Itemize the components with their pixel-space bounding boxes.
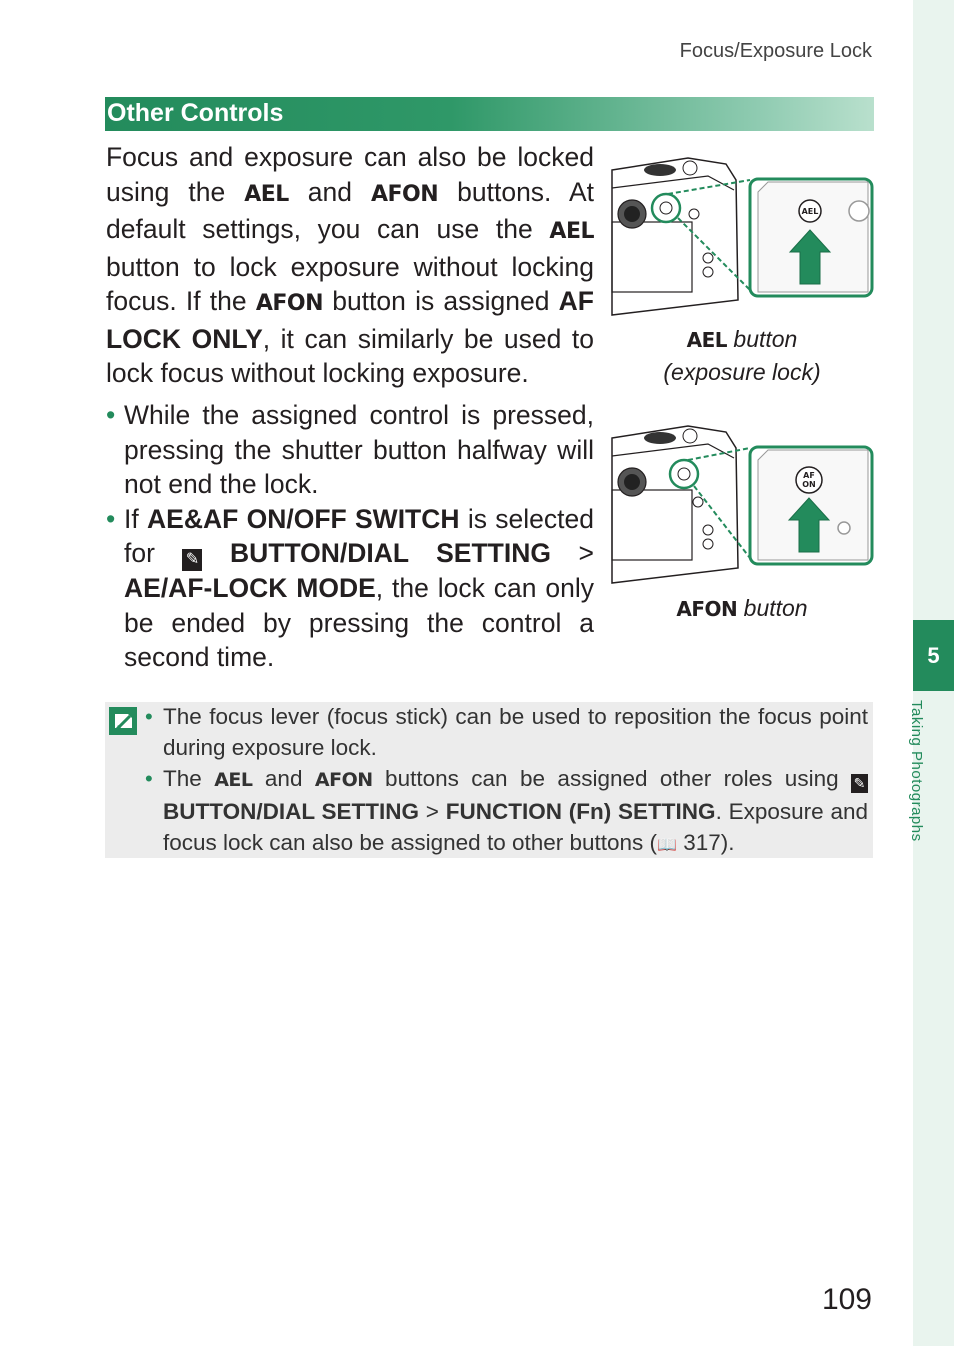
note-text: The focus lever (focus stick) can be used to reposition the focus point during exposure lock. (163, 704, 868, 760)
bullet-text: is selected for (124, 503, 594, 568)
list-item (106, 398, 594, 502)
list-item (106, 502, 594, 675)
list-item (145, 763, 868, 861)
note-text: The (163, 766, 215, 791)
section-header-bar (105, 97, 874, 131)
wrench-icon: ✎ (182, 549, 202, 571)
bullet-text: , the lock can only be ended by pressing the control a second time. (124, 573, 595, 672)
note-box (105, 702, 873, 858)
chapter-title (908, 700, 948, 900)
bullet-dot: • (106, 503, 116, 534)
page-reference[interactable]: 317). (676, 830, 735, 855)
caption-text: button (737, 595, 808, 621)
section-title: Other Controls (107, 99, 284, 127)
camera-afon-illustration (608, 418, 876, 588)
note-text: . Exposure and focus lock can also be assigned to other buttons ( (163, 799, 869, 855)
afon-keyword: AFON (676, 597, 738, 621)
ael-keyword: AEL (214, 769, 253, 791)
button-dial-setting: BUTTON/DIAL SETTING (163, 799, 419, 824)
afon-keyword: AFON (255, 291, 324, 316)
ael-caption (608, 323, 876, 388)
note-list (145, 701, 868, 861)
afon-button-label-1: AF (803, 471, 815, 480)
bullet-dot: • (145, 704, 153, 729)
caption-text: button (727, 326, 798, 352)
ae-af-lock-mode-setting: AE/AF-LOCK MODE (124, 573, 376, 603)
bullet-dot: • (106, 400, 116, 430)
bullet-text: While the assigned control is pressed, pressing the shutter button halfway will not end the lock. (124, 400, 594, 499)
running-head: Focus/Exposure Lock (679, 40, 872, 62)
bullet-dot: • (145, 766, 153, 791)
button-dial-setting: BUTTON/DIAL SETTING (229, 538, 551, 568)
note-text: buttons can be assigned other roles using (372, 766, 852, 791)
function-fn-setting: FUNCTION (Fn) SETTING (445, 799, 716, 824)
ael-keyword: AEL (549, 219, 594, 244)
menu-separator: > (418, 799, 446, 824)
list-item (145, 701, 868, 763)
book-icon: 📖 (657, 837, 677, 854)
intro-text-2: and (288, 176, 371, 207)
chapter-number: 5 (927, 642, 940, 668)
intro-text-1: Focus and exposure can also be locked using the (106, 142, 594, 207)
chapter-title-text: Taking Photographs (908, 700, 925, 842)
ael-button-label: AEL (801, 207, 819, 216)
intro-text-4: button to lock exposure without locking focus. If the (106, 251, 594, 316)
ael-keyword: AEL (686, 328, 728, 352)
bullet-text: If (124, 503, 148, 534)
af-lock-only-setting: AF LOCK ONLY (106, 286, 594, 354)
afon-keyword: AFON (314, 769, 373, 791)
ae-af-switch-setting: AE&AF ON/OFF SWITCH (147, 503, 460, 534)
note-text: and (252, 766, 315, 791)
wrench-icon: ✎ (851, 774, 868, 793)
afon-caption (608, 592, 876, 625)
bullet-list (106, 398, 594, 675)
chapter-number-tab[interactable] (913, 620, 954, 691)
camera-ael-illustration (608, 150, 876, 320)
intro-text-6: , it can similarly be used to lock focus without locking exposure. (106, 323, 594, 388)
intro-text-3: buttons. At default settings, you can use the (106, 176, 594, 244)
page-number: 109 (821, 1283, 872, 1316)
intro-paragraph (106, 140, 594, 391)
caption-text: (exposure lock) (663, 359, 821, 385)
afon-keyword: AFON (370, 181, 439, 207)
afon-button-label-2: ON (802, 480, 816, 489)
ael-keyword: AEL (244, 181, 289, 207)
afon-figure (608, 418, 876, 588)
note-icon (108, 706, 138, 736)
ael-figure (608, 150, 876, 320)
intro-text-5: button is assigned (323, 286, 559, 316)
menu-separator: > (550, 538, 594, 568)
